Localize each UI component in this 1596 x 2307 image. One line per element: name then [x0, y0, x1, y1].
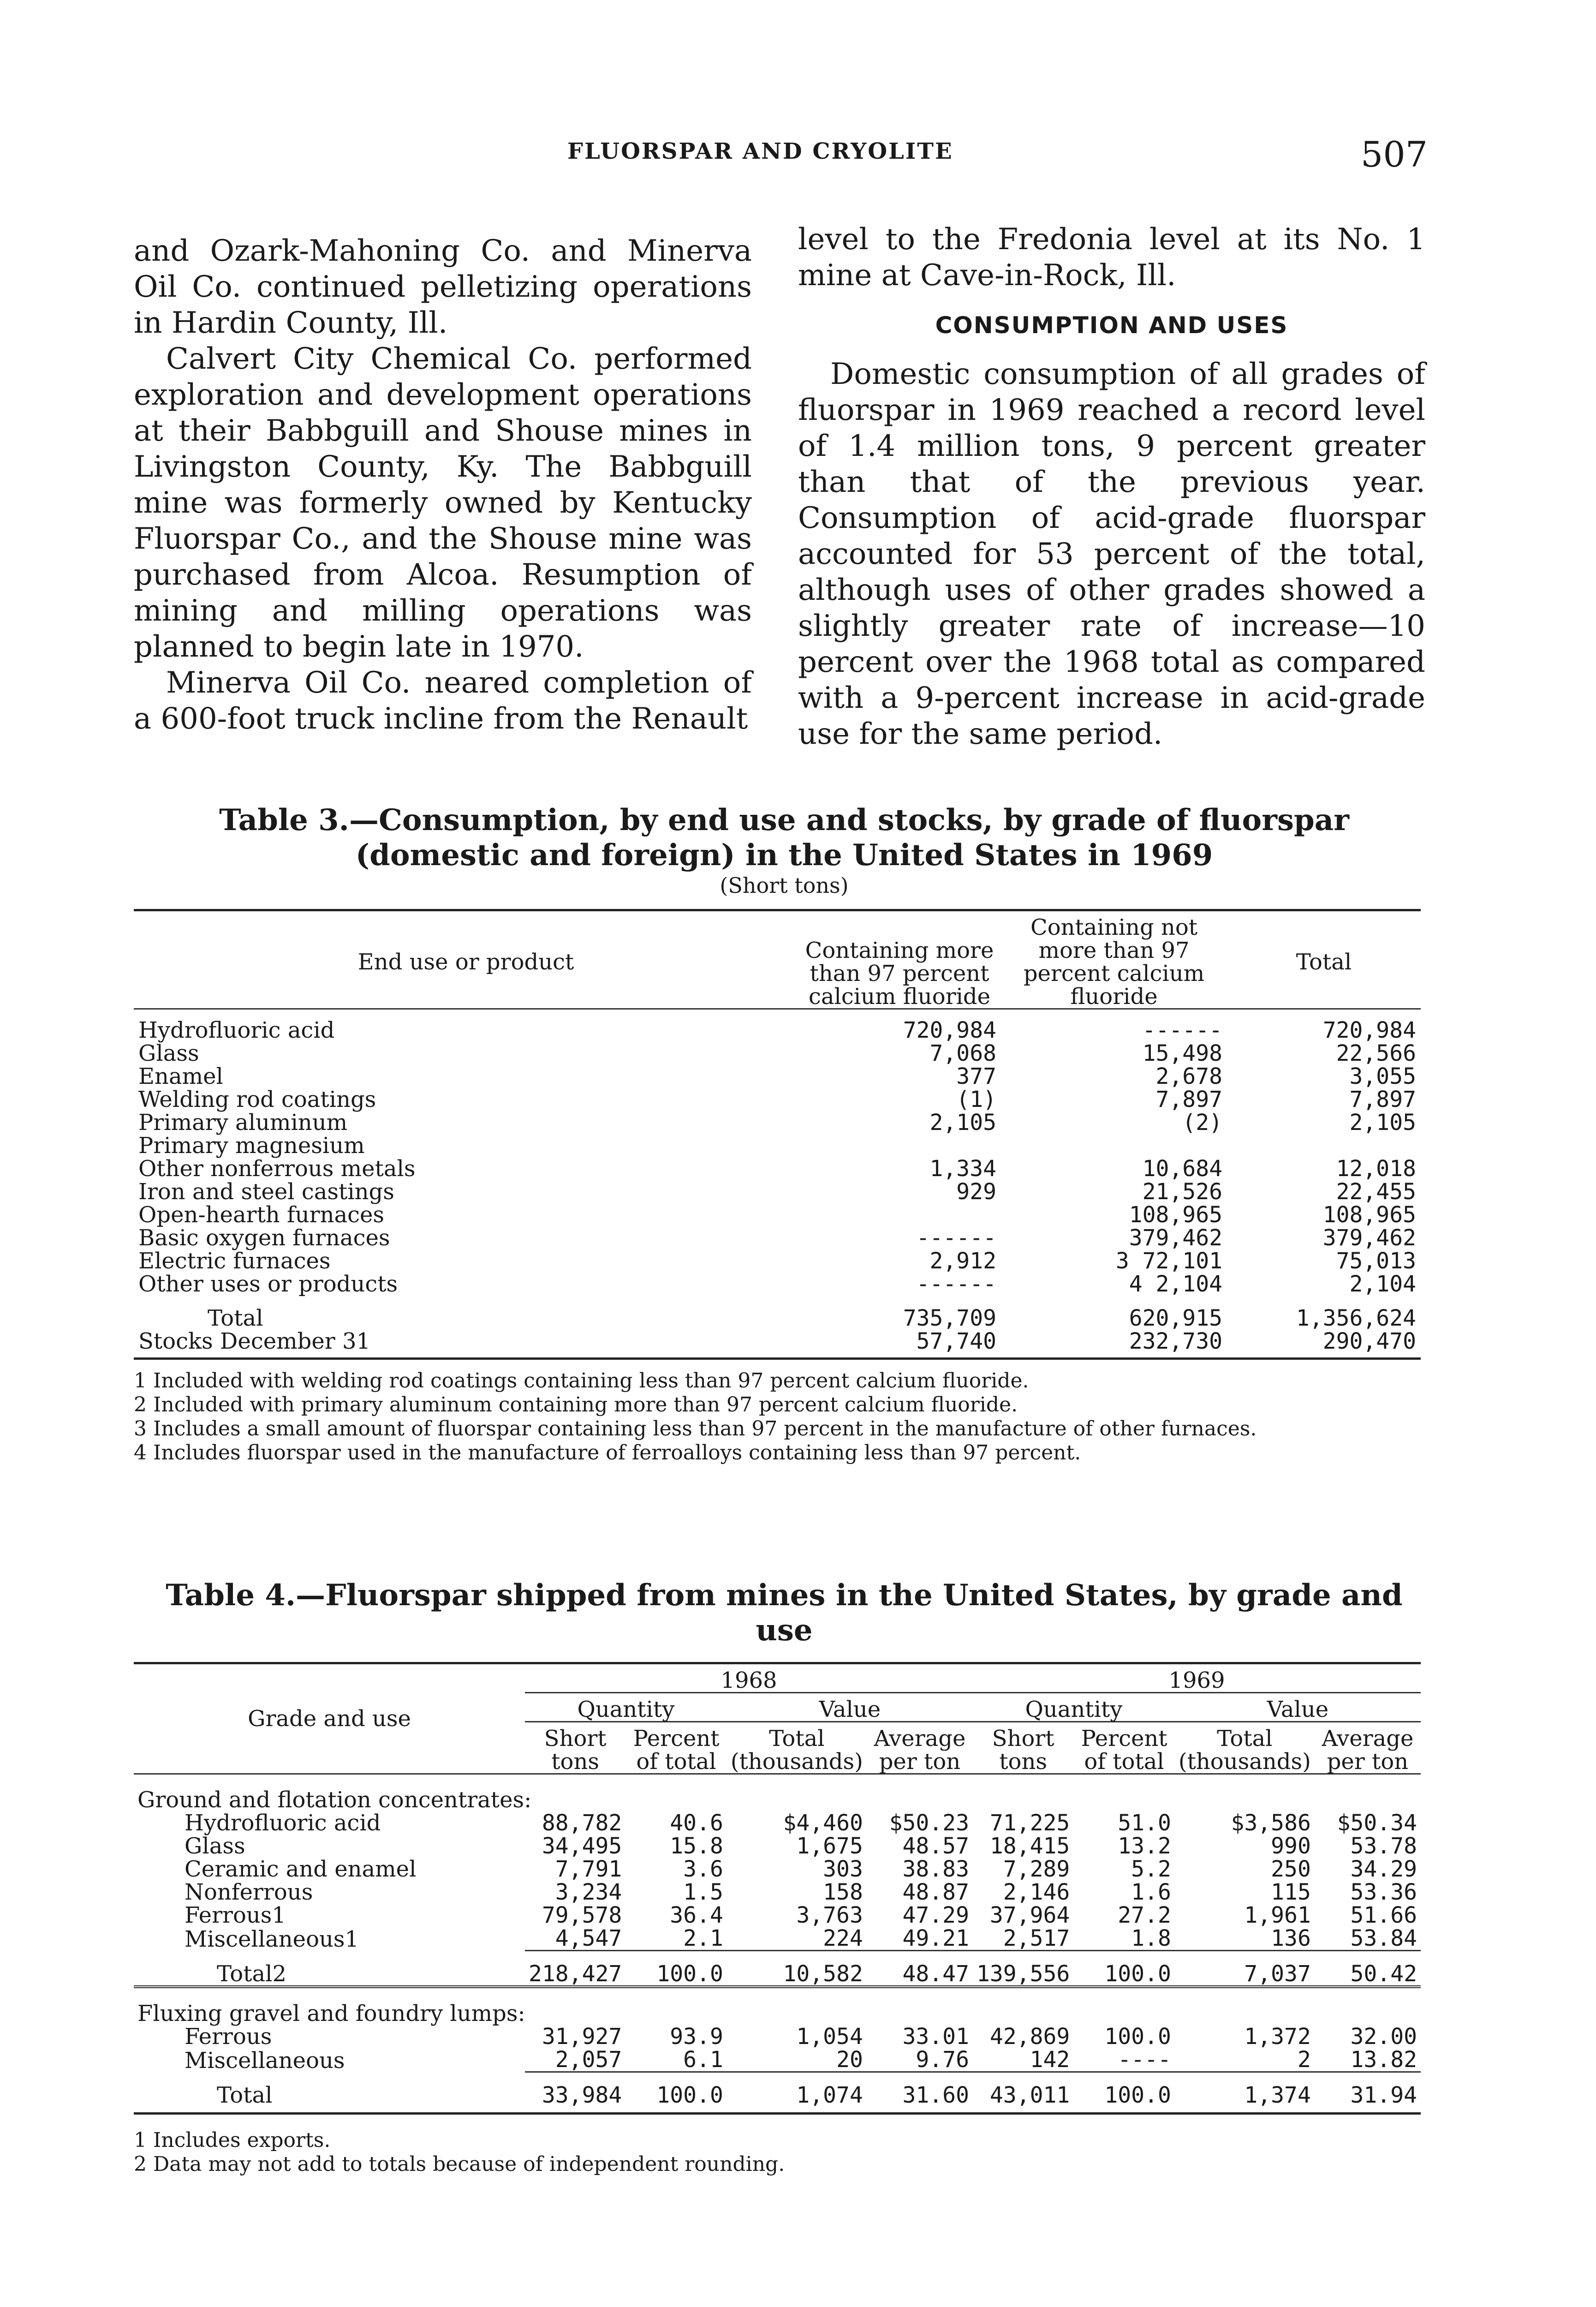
table-row: Other uses or products ------ 4 2,104 2,104 — [138, 1271, 1416, 1297]
t4-head-short-tons: Short tons — [544, 1726, 607, 1775]
t4-head-1968: 1968 — [525, 1663, 973, 1693]
table-total-row: Total2 218,427 100.0 10,582 48.47 139,556 100.0 7,037 50.42 — [217, 1961, 1417, 1987]
left-column — [134, 233, 752, 737]
section-label: Fluxing gravel and foundry lumps: — [137, 2001, 525, 2026]
table-row: Ferrous 31,927 93.9 1,054 33.01 42,869 100.0 1,372 32.00 — [185, 2024, 1417, 2050]
t3-body — [134, 1019, 1421, 1359]
table-row: Enamel 377 2,678 3,055 — [138, 1064, 1416, 1089]
section-heading: CONSUMPTION AND USES — [935, 312, 1288, 339]
table-row: Basic oxygen furnaces ------ 379,462 379,462 — [138, 1225, 1416, 1251]
t4-head-total-thou: Total (thousands) — [730, 1726, 863, 1775]
t3-head-total: Total — [1296, 949, 1352, 975]
table-row: Nonferrous 3,234 1.5 158 48.87 2,146 1.6 115 53.36 — [185, 1879, 1417, 1905]
t4-head-pct-69: Percent of total — [1081, 1726, 1167, 1775]
table-row: Ceramic and enamel 7,791 3.6 303 38.83 7,289 5.2 250 34.29 — [185, 1856, 1417, 1882]
page-number: 507 — [1361, 134, 1428, 175]
table-row: Glass 34,495 15.8 1,675 48.57 18,415 13.2 990 53.78 — [185, 1833, 1417, 1859]
table-row: Open-hearth furnaces 108,965 108,965 — [138, 1202, 1416, 1228]
t4-head-pct: Percent of total — [633, 1726, 720, 1775]
right-paragraph-1: level to the Fredonia level at its No. 1 mine at Cave-in-Rock, Ill. — [798, 222, 1425, 293]
right-paragraph-2: Domestic consumption of all grades of fluorspar in 1969 reached a record level of 1.4 million tons, 9 percent greater than that of the previous year. Consumption of acid-grade fluorspar accounted for 53 percent of the total, although uses of other grades showed a slightly greater rate of increase—10 percent over the 1968 total as compared with a 9-percent increase in acid-grade use for the same period. — [798, 357, 1425, 751]
left-paragraph-2: Calvert City Chemical Co. performed exploration and development operations at their Babbguill and Shouse mines in Livingston County, Ky. The Babbguill mine was formerly owned by Kentucky Fluorspar Co., and the Shouse mine was purchased from Alcoa. Resumption of mining and milling operations was planned to begin late in 1970. — [134, 342, 752, 664]
t4-head-grade: Grade and use — [248, 1706, 411, 1732]
t3-head-more: Containing more than 97 percent calcium fluoride — [805, 938, 994, 1010]
table-row: Other nonferrous metals 1,334 10,684 12,018 — [138, 1156, 1416, 1182]
t4-head-avg-69: Average per ton — [1322, 1726, 1414, 1775]
table-row: Ferrous1 79,578 36.4 3,763 47.29 37,964 27.2 1,961 51.66 — [185, 1902, 1417, 1928]
footnote: 3 Includes a small amount of fluorspar containing less than 97 percent in the manufacture of other furnaces. — [134, 1417, 1257, 1440]
table-row: Miscellaneous1 4,547 2.1 224 49.21 2,517 1.8 136 53.84 — [185, 1925, 1417, 1952]
t4-head-short-tons-69: Short tons — [992, 1726, 1054, 1775]
t4-head-total-thou-69: Total (thousands) — [1178, 1726, 1311, 1775]
table-3-footnotes — [134, 1369, 1435, 1465]
running-header — [0, 134, 1596, 175]
table-row: Primary aluminum 2,105 (2) 2,105 — [138, 1110, 1416, 1136]
t4-head-avg: Average per ton — [874, 1726, 966, 1775]
table-row: Iron and steel castings 929 21,526 22,455 — [138, 1179, 1416, 1205]
footnote: 4 Includes fluorspar used in the manufacture of ferroalloys containing less than 97 percent. — [134, 1441, 1081, 1464]
t4-head-1969: 1969 — [973, 1663, 1421, 1693]
table-4-block — [134, 1578, 1435, 2176]
footnote: 2 Data may not add to totals because of independent rounding. — [134, 2152, 785, 2176]
table-row: Hydrofluoric acid 88,782 40.6 $4,460 $50.23 71,225 51.0 $3,586 $50.34 — [185, 1810, 1417, 1836]
table-row: Miscellaneous 2,057 6.1 20 9.76 142 ---- 2 13.82 — [185, 2047, 1417, 2074]
section-label: Ground and flotation concentrates: — [137, 1787, 532, 1813]
footnote: 2 Included with primary aluminum containing more than 97 percent calcium fluoride. — [134, 1393, 1018, 1416]
table-total-row: Total 33,984 100.0 1,074 31.60 43,011 100.0 1,374 31.94 — [217, 2082, 1417, 2108]
footnote: 1 Includes exports. — [134, 2128, 331, 2152]
t3-head-end-use: End use or product — [357, 949, 574, 975]
table-3 — [134, 909, 1421, 1360]
table-total-row: Total 735,709 620,915 1,356,624 — [208, 1305, 1416, 1331]
table-stocks-row: Stocks December 31 57,740 232,730 290,470 — [138, 1328, 1416, 1354]
table-row: Hydrofluoric acid 720,984 ------ 720,984 — [138, 1017, 1416, 1043]
footnote: 1 Included with welding rod coatings containing less than 97 percent calcium fluoride. — [134, 1369, 1029, 1393]
table-3-block — [134, 803, 1435, 1465]
table-row: Electric furnaces 2,912 3 72,101 75,013 — [138, 1248, 1416, 1274]
right-column — [798, 221, 1425, 752]
left-paragraph-3: Minerva Oil Co. neared completion of a 600-foot truck incline from the Renault — [134, 666, 752, 736]
t3-head-notmore: Containing not more than 97 percent calcium fluoride — [1023, 914, 1205, 1010]
table-row: Primary magnesium — [138, 1133, 365, 1159]
table-row: Glass 7,068 15,498 22,566 — [138, 1040, 1416, 1066]
table-3-units: (Short tons) — [720, 873, 849, 898]
table-row: Welding rod coatings (1) 7,897 7,897 — [138, 1087, 1416, 1112]
t4-head-quantity-1968: Quantity — [525, 1693, 727, 1722]
running-title: FLUORSPAR AND CRYOLITE — [567, 138, 953, 164]
t4-head-value-1968: Value — [727, 1693, 973, 1722]
table-4 — [134, 1662, 1421, 2115]
table-3-title: Table 3.—Consumption, by end use and stocks, by grade of fluorspar (domestic and foreign) in the United States in 1969 — [219, 803, 1349, 873]
t4-head-quantity-1969: Quantity — [973, 1693, 1175, 1722]
table-4-title: Table 4.—Fluorspar shipped from mines in the United States, by grade and use — [166, 1578, 1403, 1648]
t4-head-value-1969: Value — [1175, 1693, 1421, 1722]
table-4-footnotes — [134, 2128, 1435, 2176]
left-paragraph-1: and Ozark-Mahoning Co. and Minerva Oil Co. continued pelletizing operations in Hardin County, Ill. — [134, 234, 752, 340]
